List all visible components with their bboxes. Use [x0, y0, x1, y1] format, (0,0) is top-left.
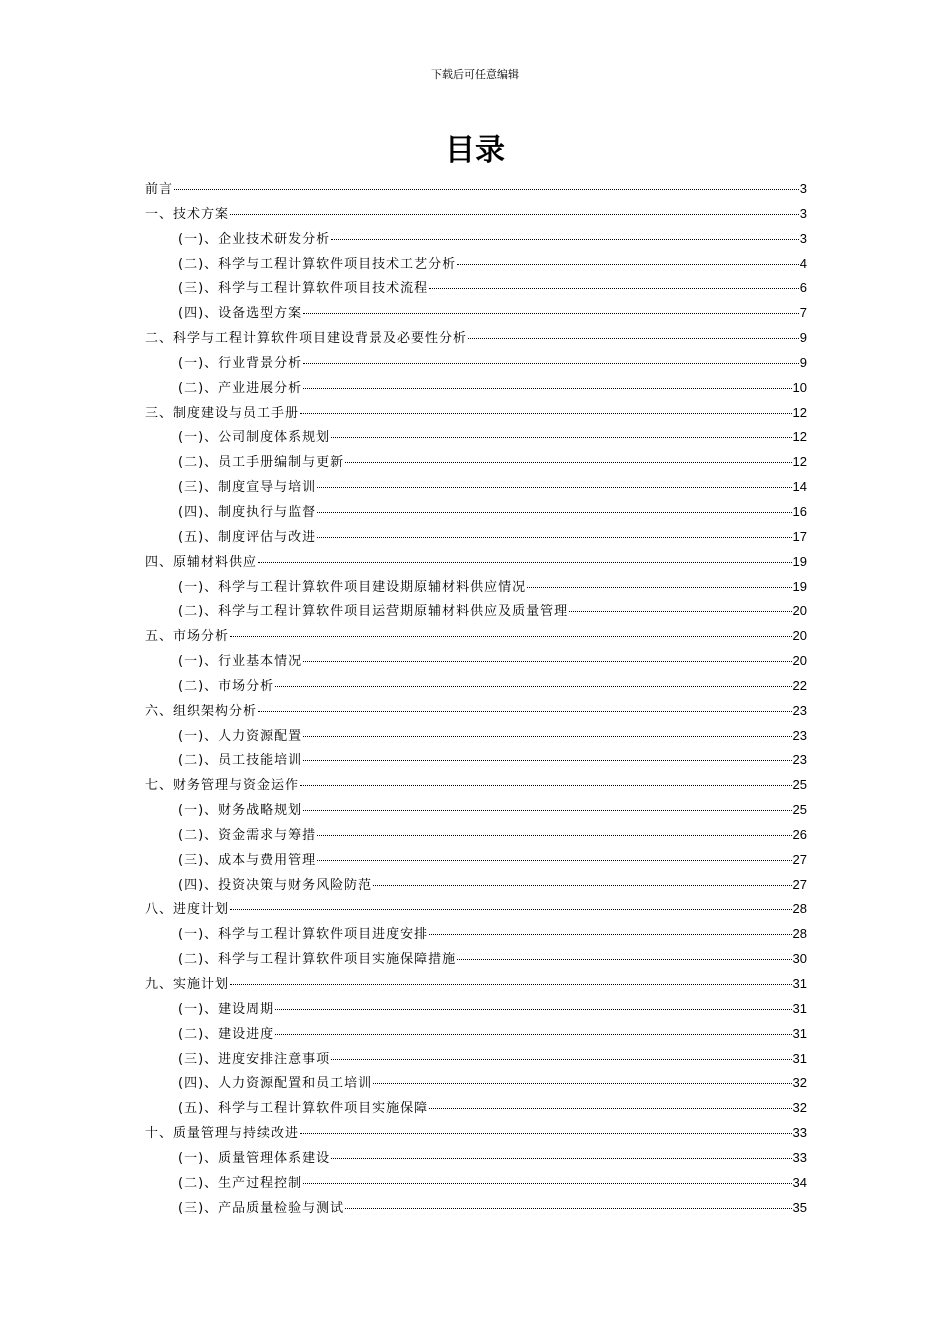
toc-entry-label: 六、组织架构分析: [145, 703, 258, 719]
toc-entry-page: 32: [792, 1075, 807, 1091]
table-of-contents: [145, 177, 807, 1220]
toc-entry-label: (四)、人力资源配置和员工培训: [178, 1076, 373, 1092]
toc-entry[interactable]: [145, 401, 807, 426]
toc-entry-label: 二、科学与工程计算软件项目建设背景及必要性分析: [145, 331, 468, 347]
toc-entry[interactable]: [145, 276, 807, 301]
toc-dot-leader: [317, 537, 791, 538]
toc-dot-leader: [429, 1108, 791, 1109]
toc-entry-label: (二)、市场分析: [178, 678, 275, 694]
toc-entry-page: 31: [792, 1000, 807, 1016]
toc-entry-label: (三)、产品质量检验与测试: [178, 1200, 345, 1216]
toc-entry-label: (二)、科学与工程计算软件项目运营期原辅材料供应及质量管理: [178, 604, 569, 620]
toc-dot-leader: [317, 487, 791, 488]
toc-entry-page: 34: [792, 1174, 807, 1190]
toc-dot-leader: [303, 736, 791, 737]
toc-dot-leader: [429, 288, 799, 289]
toc-entry[interactable]: [145, 897, 807, 922]
toc-entry-page: 31: [792, 1050, 807, 1066]
toc-entry[interactable]: [145, 649, 807, 674]
toc-entry[interactable]: [145, 202, 807, 227]
toc-entry-page: 3: [799, 181, 807, 196]
toc-entry-page: 12: [792, 429, 807, 445]
toc-entry-page: 17: [792, 528, 807, 544]
toc-dot-leader: [345, 1208, 791, 1209]
toc-entry-label: (二)、建设进度: [178, 1026, 275, 1042]
toc-entry-page: 9: [799, 354, 807, 370]
toc-entry[interactable]: [145, 301, 807, 326]
toc-entry[interactable]: [145, 922, 807, 947]
toc-entry-label: (二)、产业进展分析: [178, 380, 303, 396]
toc-entry-page: 28: [792, 926, 807, 942]
toc-entry[interactable]: [145, 1146, 807, 1171]
toc-entry[interactable]: [145, 873, 807, 898]
toc-entry-page: 19: [792, 578, 807, 594]
toc-dot-leader: [303, 363, 799, 364]
toc-entry[interactable]: [145, 252, 807, 277]
toc-entry[interactable]: [145, 947, 807, 972]
toc-entry-page: 31: [792, 1025, 807, 1041]
toc-entry-page: 3: [799, 205, 807, 221]
toc-dot-leader: [569, 611, 791, 612]
toc-entry[interactable]: [145, 848, 807, 873]
toc-dot-leader: [303, 661, 791, 662]
toc-title: 目录: [445, 133, 505, 168]
toc-entry[interactable]: [145, 724, 807, 749]
toc-entry-page: 27: [792, 851, 807, 867]
toc-entry-page: 23: [792, 752, 807, 768]
toc-entry-label: (三)、制度宣导与培训: [178, 480, 317, 496]
toc-entry[interactable]: [145, 674, 807, 699]
toc-entry-label: (一)、企业技术研发分析: [178, 231, 331, 247]
toc-entry-page: 33: [792, 1125, 807, 1141]
toc-entry[interactable]: [145, 351, 807, 376]
toc-entry[interactable]: [145, 748, 807, 773]
toc-dot-leader: [331, 239, 799, 240]
toc-entry-label: (二)、科学与工程计算软件项目技术工艺分析: [178, 256, 457, 272]
toc-entry-label: (一)、质量管理体系建设: [178, 1150, 331, 1166]
toc-entry-page: 22: [792, 677, 807, 693]
toc-entry[interactable]: [145, 1022, 807, 1047]
toc-entry-page: 25: [792, 777, 807, 793]
toc-entry-label: (四)、制度执行与监督: [178, 504, 317, 520]
toc-dot-leader: [527, 587, 791, 588]
toc-dot-leader: [303, 388, 791, 389]
toc-dot-leader: [303, 1183, 791, 1184]
toc-entry-page: 3: [799, 230, 807, 246]
toc-entry[interactable]: [145, 500, 807, 525]
toc-entry[interactable]: [145, 1196, 807, 1221]
toc-entry-page: 26: [792, 826, 807, 842]
toc-dot-leader: [457, 959, 791, 960]
toc-entry[interactable]: [145, 575, 807, 600]
toc-dot-leader: [373, 885, 791, 886]
toc-dot-leader: [230, 984, 792, 985]
toc-entry-page: 7: [799, 305, 807, 321]
toc-entry-page: 20: [792, 628, 807, 644]
toc-entry-page: 32: [792, 1100, 807, 1116]
toc-entry[interactable]: [145, 972, 807, 997]
toc-entry-page: 30: [792, 951, 807, 967]
toc-entry-label: (五)、制度评估与改进: [178, 529, 317, 545]
toc-entry[interactable]: [145, 475, 807, 500]
toc-entry[interactable]: [145, 599, 807, 624]
toc-dot-leader: [300, 1133, 792, 1134]
toc-dot-leader: [345, 462, 791, 463]
toc-entry[interactable]: [145, 376, 807, 401]
toc-entry-page: 12: [792, 404, 807, 420]
toc-entry-label: 五、市场分析: [145, 629, 230, 645]
toc-entry-label: (三)、进度安排注意事项: [178, 1051, 331, 1067]
toc-entry[interactable]: [145, 550, 807, 575]
toc-entry-page: 20: [792, 653, 807, 669]
toc-entry-label: 十、质量管理与持续改进: [145, 1126, 300, 1142]
toc-entry-label: (一)、行业背景分析: [178, 355, 303, 371]
toc-dot-leader: [300, 785, 792, 786]
toc-dot-leader: [429, 934, 791, 935]
toc-dot-leader: [275, 1009, 791, 1010]
toc-entry[interactable]: [145, 177, 807, 202]
toc-entry-page: 28: [792, 901, 807, 917]
toc-dot-leader: [258, 711, 792, 712]
toc-entry-label: (四)、投资决策与财务风险防范: [178, 877, 373, 893]
toc-entry-label: (二)、科学与工程计算软件项目实施保障措施: [178, 952, 457, 968]
toc-dot-leader: [303, 760, 791, 761]
toc-entry-label: (五)、科学与工程计算软件项目实施保障: [178, 1101, 429, 1117]
toc-entry-label: 七、财务管理与资金运作: [145, 778, 300, 794]
toc-entry-page: 33: [792, 1149, 807, 1165]
toc-entry-page: 10: [792, 379, 807, 395]
toc-entry-label: (一)、财务战略规划: [178, 803, 303, 819]
toc-entry-page: 23: [792, 727, 807, 743]
toc-entry-label: (二)、资金需求与筹措: [178, 827, 317, 843]
toc-entry-page: 6: [799, 280, 807, 296]
toc-dot-leader: [230, 909, 792, 910]
toc-entry-label: (一)、科学与工程计算软件项目建设期原辅材料供应情况: [178, 579, 527, 595]
toc-entry-page: 35: [792, 1199, 807, 1215]
toc-dot-leader: [373, 1083, 791, 1084]
toc-entry-label: 九、实施计划: [145, 977, 230, 992]
toc-dot-leader: [303, 313, 799, 314]
toc-entry-page: 9: [799, 330, 807, 346]
toc-entry-page: 19: [792, 553, 807, 569]
toc-dot-leader: [317, 835, 791, 836]
toc-entry[interactable]: [145, 326, 807, 351]
toc-dot-leader: [303, 810, 791, 811]
toc-entry-label: (二)、员工技能培训: [178, 753, 303, 769]
toc-entry-label: (一)、科学与工程计算软件项目进度安排: [178, 927, 429, 943]
toc-entry-label: (一)、公司制度体系规划: [178, 430, 331, 446]
toc-entry-label: (二)、生产过程控制: [178, 1175, 303, 1191]
toc-dot-leader: [331, 437, 791, 438]
toc-dot-leader: [300, 413, 792, 414]
toc-entry-label: (四)、设备选型方案: [178, 306, 303, 322]
toc-entry-page: 27: [792, 876, 807, 892]
toc-entry-label: (一)、人力资源配置: [178, 728, 303, 744]
toc-entry[interactable]: [145, 1047, 807, 1072]
toc-entry-label: (三)、成本与费用管理: [178, 852, 317, 868]
toc-entry[interactable]: [145, 997, 807, 1022]
toc-entry-label: (二)、员工手册编制与更新: [178, 455, 345, 471]
toc-entry[interactable]: [145, 1071, 807, 1096]
toc-entry-label: 一、技术方案: [145, 206, 230, 222]
toc-entry-page: 12: [792, 454, 807, 470]
toc-entry[interactable]: [145, 525, 807, 550]
toc-entry[interactable]: [145, 1096, 807, 1121]
toc-entry-label: 四、原辅材料供应: [145, 554, 258, 570]
toc-dot-leader: [331, 1158, 791, 1159]
toc-entry-page: 20: [792, 603, 807, 619]
toc-dot-leader: [468, 338, 799, 339]
toc-entry[interactable]: [145, 450, 807, 475]
toc-dot-leader: [275, 1034, 791, 1035]
toc-dot-leader: [230, 214, 799, 215]
toc-entry-page: 4: [799, 255, 807, 271]
toc-entry[interactable]: [145, 1121, 807, 1146]
toc-entry-page: 14: [792, 479, 807, 495]
toc-dot-leader: [174, 189, 799, 190]
toc-entry[interactable]: [145, 798, 807, 823]
toc-entry-label: 前言: [145, 182, 174, 197]
toc-entry[interactable]: [145, 425, 807, 450]
toc-entry-label: 三、制度建设与员工手册: [145, 405, 300, 421]
toc-dot-leader: [331, 1059, 791, 1060]
toc-entry[interactable]: [145, 773, 807, 798]
toc-entry[interactable]: [145, 823, 807, 848]
toc-dot-leader: [317, 512, 791, 513]
toc-dot-leader: [457, 264, 799, 265]
toc-dot-leader: [275, 686, 791, 687]
toc-entry-label: (三)、科学与工程计算软件项目技术流程: [178, 281, 429, 297]
toc-entry-label: (一)、行业基本情况: [178, 654, 303, 670]
toc-entry-page: 16: [792, 503, 807, 519]
toc-entry-label: (一)、建设周期: [178, 1001, 275, 1017]
toc-entry[interactable]: [145, 227, 807, 252]
toc-dot-leader: [317, 860, 791, 861]
toc-entry[interactable]: [145, 1171, 807, 1196]
toc-entry-label: 八、进度计划: [145, 902, 230, 918]
toc-entry[interactable]: [145, 699, 807, 724]
toc-entry-page: 31: [792, 976, 807, 991]
toc-entry[interactable]: [145, 624, 807, 649]
toc-entry-page: 23: [792, 702, 807, 718]
toc-entry-page: 25: [792, 802, 807, 818]
page-header: 下载后可任意编辑: [431, 68, 519, 81]
toc-dot-leader: [230, 636, 792, 637]
toc-dot-leader: [258, 562, 792, 563]
